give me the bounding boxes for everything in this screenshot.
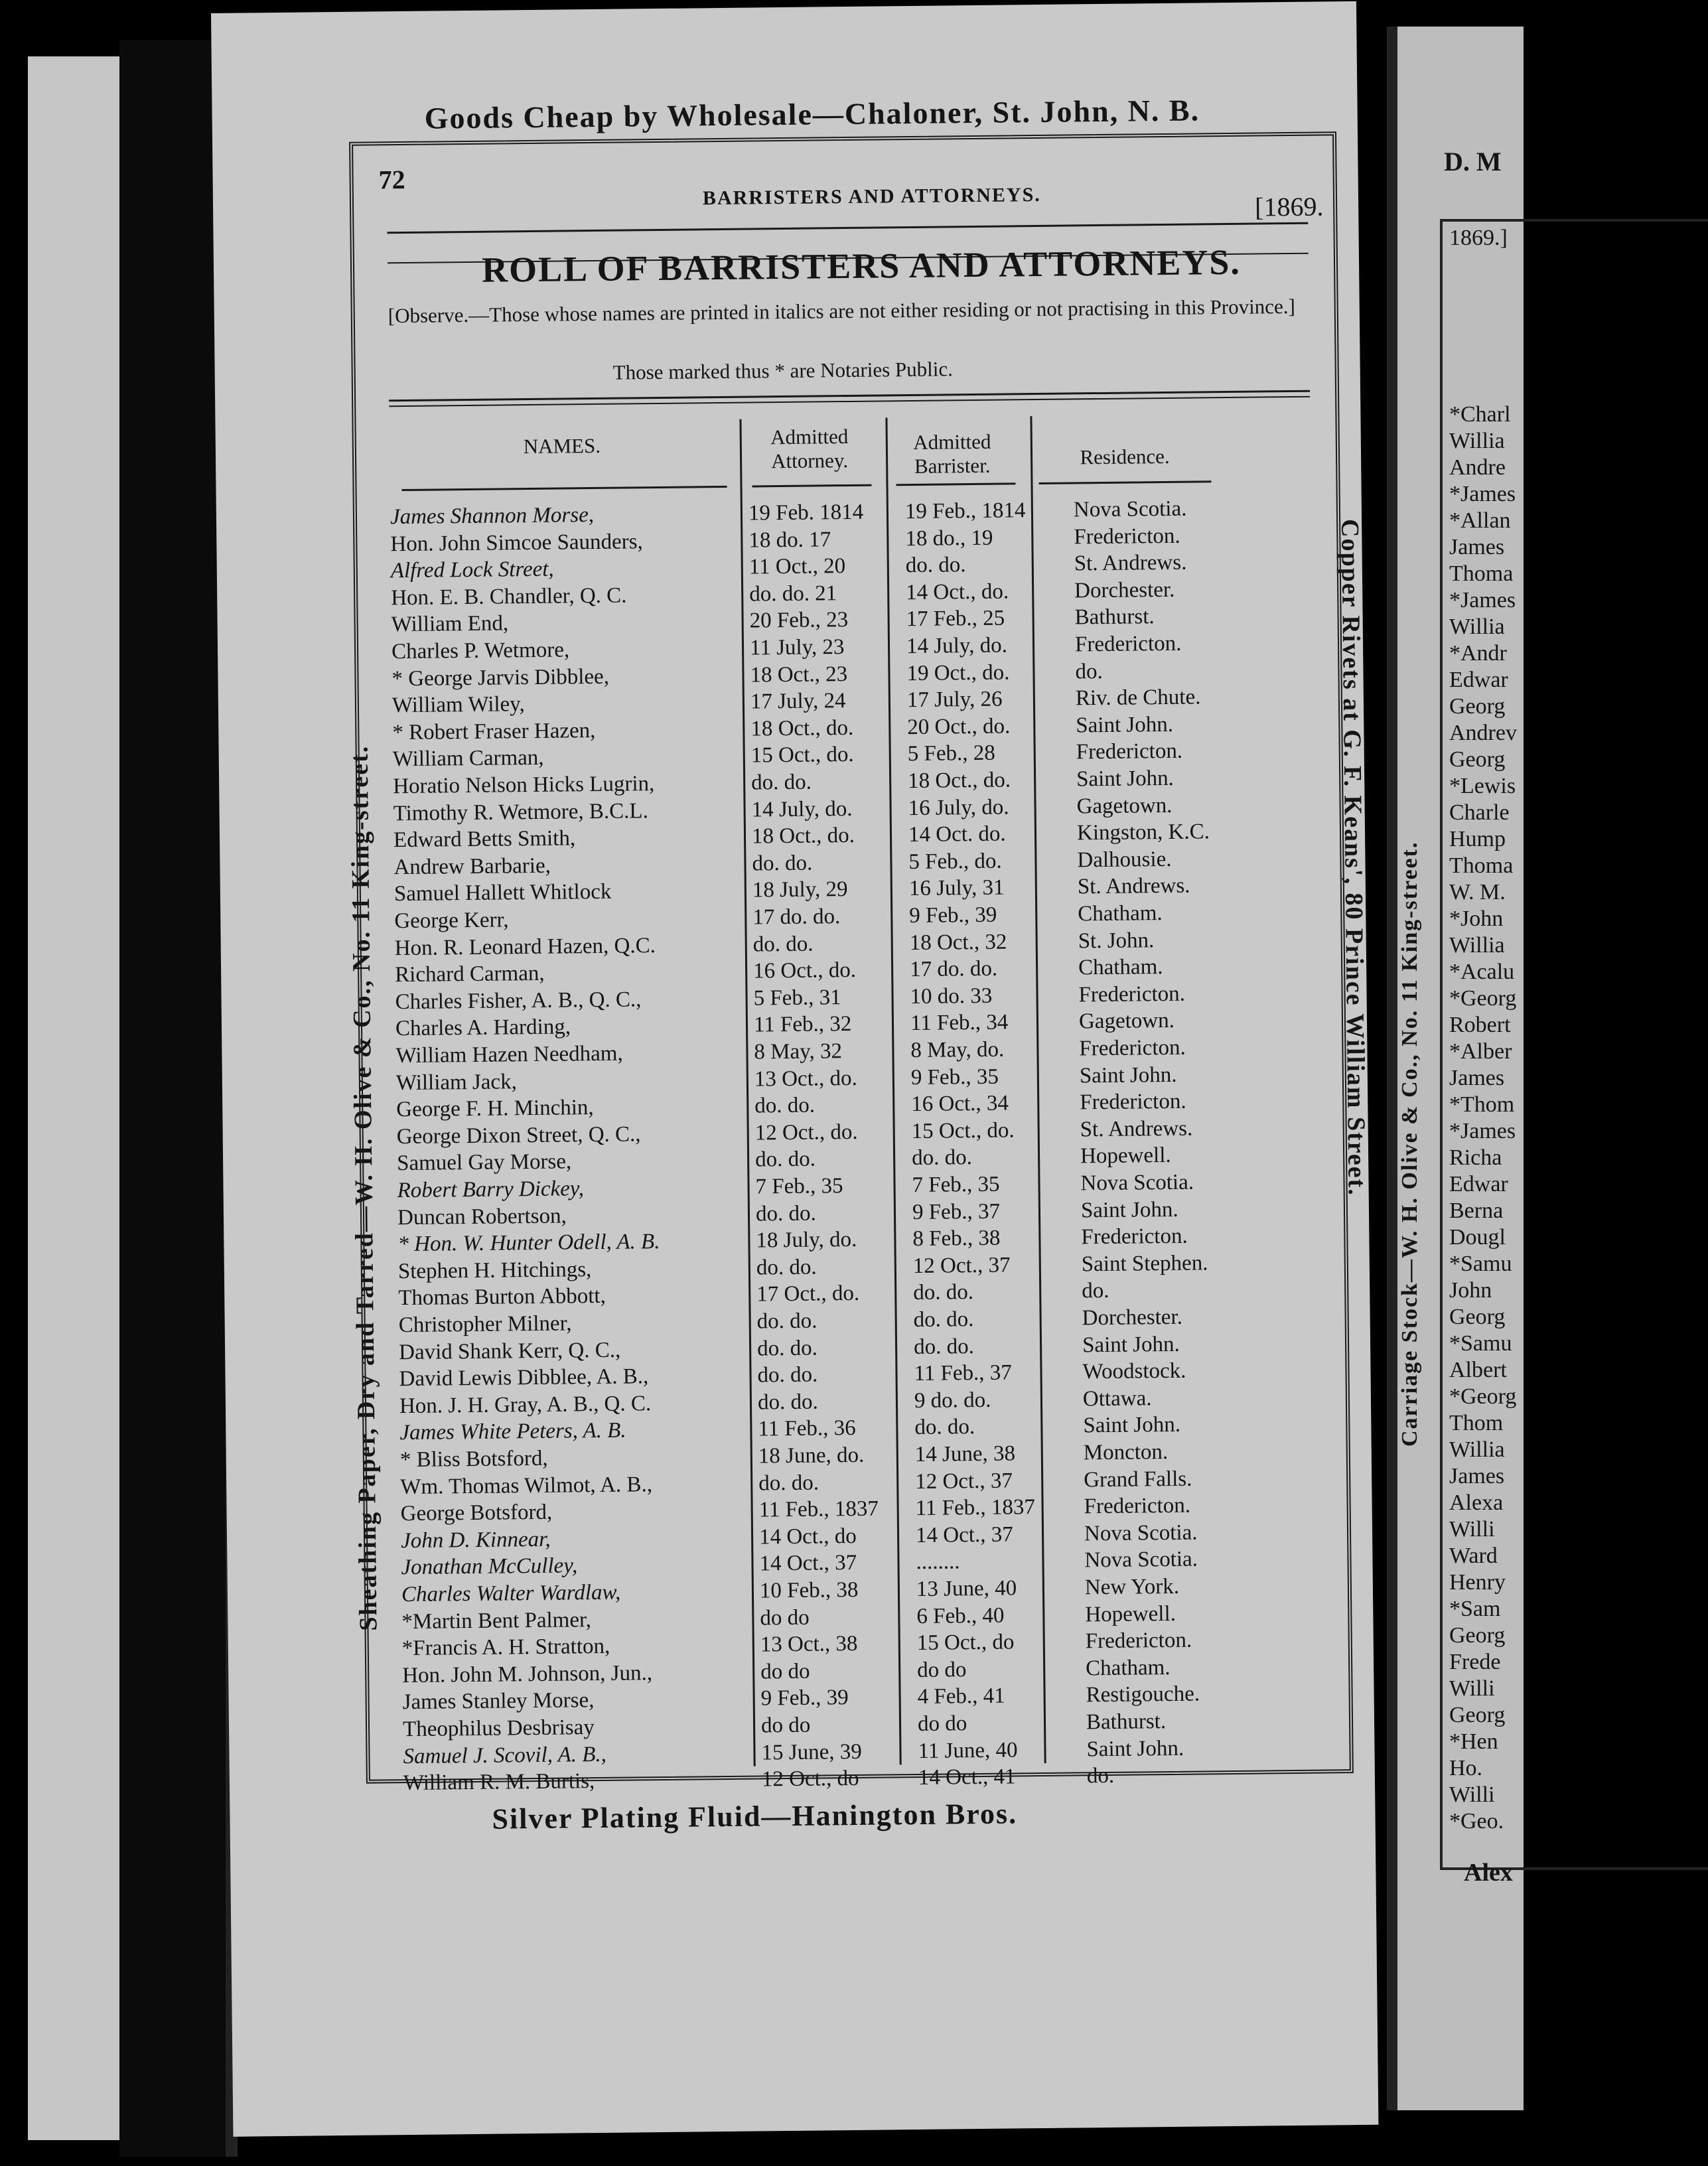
admitted-barrister-date: 14 Oct., 37: [915, 1522, 1013, 1548]
admitted-barrister-date: 11 Feb., 34: [910, 1010, 1009, 1036]
residence: Gagetown.: [1078, 1009, 1175, 1034]
admitted-barrister-date: do do: [917, 1711, 967, 1736]
admitted-barrister-date: 18 Oct., do.: [907, 768, 1011, 794]
admitted-barrister-date: 9 Feb., 39: [909, 902, 997, 928]
admitted-barrister-date: 18 do., 19: [905, 526, 993, 551]
barrister-name: Samuel Hallett Whitlock: [393, 880, 612, 906]
admitted-barrister-date: 17 Feb., 25: [906, 606, 1005, 632]
residence: St. Andrews.: [1080, 1116, 1193, 1142]
barrister-name: William Wiley,: [391, 692, 526, 718]
admitted-attorney-date: 20 Feb., 23: [749, 608, 849, 633]
admitted-barrister-date: 16 July, do.: [908, 795, 1009, 820]
admitted-attorney-date: 11 Feb., 36: [758, 1416, 856, 1441]
facing-page-name: Georg: [1449, 747, 1506, 772]
barrister-name: Charles Walter Wardlaw,: [401, 1580, 621, 1607]
residence: Fredericton.: [1074, 631, 1182, 657]
barrister-name: Wm. Thomas Wilmot, A. B.,: [400, 1472, 653, 1499]
admitted-barrister-date: 17 July, 26: [906, 687, 1003, 713]
barrister-name: Hon. J. H. Gray, A. B., Q. C.: [399, 1391, 652, 1418]
admitted-attorney-date: 7 Feb., 35: [755, 1174, 843, 1199]
facing-page-name: Georg: [1449, 1305, 1506, 1329]
facing-page-name: Georg: [1449, 1623, 1506, 1648]
admitted-barrister-date: 17 do. do.: [909, 956, 998, 982]
admitted-barrister-date: 6 Feb., 40: [916, 1603, 1005, 1628]
facing-page-name: James: [1449, 535, 1505, 559]
admitted-attorney-date: do. do.: [756, 1336, 818, 1361]
notaries-note: Those marked thus * are Notaries Public.: [612, 357, 954, 384]
admitted-barrister-date: 5 Feb., do.: [908, 849, 1002, 874]
facing-page-name: *John: [1449, 906, 1504, 931]
admitted-barrister-date: 11 Feb., 37: [914, 1360, 1012, 1386]
barrister-name: Timothy R. Wetmore, B.C.L.: [393, 798, 649, 826]
admitted-barrister-date: 19 Feb., 1814: [904, 498, 1026, 524]
admitted-barrister-date: 7 Feb., 35: [912, 1172, 1000, 1198]
admitted-attorney-date: 17 Oct., do.: [756, 1281, 860, 1307]
residence: Nova Scotia.: [1080, 1170, 1194, 1196]
residence: Ottawa.: [1082, 1386, 1152, 1411]
facing-page-name: W. M.: [1449, 880, 1506, 904]
admitted-barrister-date: 9 do. do.: [914, 1388, 991, 1413]
admitted-attorney-date: do do: [760, 1605, 810, 1630]
residence: Grand Falls.: [1084, 1467, 1192, 1492]
residence: Nova Scotia.: [1084, 1547, 1198, 1573]
admitted-attorney-date: do do: [760, 1659, 810, 1684]
barrister-name: George Dixon Street, Q. C.,: [396, 1122, 641, 1149]
adjacent-page-strip: [28, 56, 119, 2140]
admitted-barrister-date: do do: [917, 1658, 967, 1682]
top-advertisement: Goods Cheap by Wholesale—Chaloner, St. John, N. B.: [424, 93, 1200, 135]
admitted-barrister-date: 9 Feb., 37: [912, 1199, 1001, 1224]
facing-page-name: Thoma: [1449, 853, 1514, 878]
residence: Hopewell.: [1080, 1143, 1171, 1169]
residence: St. Andrews.: [1077, 874, 1190, 899]
barrister-name: William Hazen Needham,: [395, 1041, 623, 1068]
column-header-admitted-barrister: Admitted Barrister.: [913, 429, 991, 478]
admitted-barrister-date: 9 Feb., 35: [910, 1064, 999, 1090]
admitted-attorney-date: 18 Oct., do.: [751, 824, 855, 849]
admitted-barrister-date: 14 Oct., 41: [918, 1765, 1016, 1790]
residence: Kingston, K.C.: [1076, 820, 1210, 845]
admitted-attorney-date: 14 Oct., 37: [759, 1551, 857, 1576]
admitted-attorney-date: do. do.: [756, 1255, 817, 1280]
admitted-attorney-date: do. do.: [756, 1309, 818, 1334]
admitted-attorney-date: 12 Oct., do: [761, 1767, 859, 1792]
admitted-attorney-date: 5 Feb., 31: [753, 985, 841, 1011]
residence: Saint John.: [1079, 1062, 1177, 1088]
barrister-name: William R. M. Burtis,: [403, 1769, 595, 1796]
residence: do.: [1086, 1764, 1115, 1788]
facing-page-name: Richa: [1449, 1145, 1502, 1170]
page-title: ROLL OF BARRISTERS AND ATTORNEYS.: [481, 242, 1242, 290]
admitted-attorney-date: 11 July, 23: [749, 635, 845, 660]
barrister-name: Charles Fisher, A. B., Q. C.,: [395, 987, 642, 1014]
admitted-attorney-date: 11 Feb., 1837: [758, 1496, 879, 1522]
residence: do.: [1082, 1279, 1109, 1303]
barrister-name: Andrew Barbarie,: [393, 853, 551, 879]
facing-page-name: *Andr: [1449, 641, 1507, 666]
admitted-attorney-date: do do: [760, 1713, 811, 1738]
admitted-attorney-date: 13 Oct., 38: [760, 1632, 858, 1657]
facing-page-name: Hump: [1449, 827, 1506, 851]
admitted-barrister-date: 20 Oct., do.: [907, 714, 1011, 739]
facing-page-name: Berna: [1449, 1198, 1504, 1223]
barrister-name: William Carman,: [392, 746, 544, 772]
barrister-name: George Kerr,: [394, 908, 509, 934]
admitted-attorney-date: do. do.: [757, 1390, 818, 1415]
barrister-name: Alfred Lock Street,: [390, 557, 554, 583]
barrister-name: *Francis A. H. Stratton,: [401, 1634, 610, 1661]
facing-page-name: *Thom: [1449, 1092, 1515, 1117]
residence: Riv. de Chute.: [1075, 685, 1201, 711]
admitted-barrister-date: ........: [916, 1550, 960, 1575]
admitted-barrister-date: do. do.: [911, 1145, 973, 1171]
facing-page-name: James: [1449, 1066, 1505, 1090]
admitted-barrister-date: 5 Feb., 28: [907, 741, 995, 766]
facing-page-name: Andre: [1449, 455, 1506, 480]
residence: Nova Scotia.: [1084, 1520, 1198, 1546]
residence: Hopewell.: [1085, 1601, 1176, 1626]
residence: Fredericton.: [1084, 1493, 1191, 1519]
facing-page-header: D. M: [1444, 147, 1502, 177]
facing-page-footer: Alex: [1464, 1859, 1513, 1887]
barrister-name: Hon. E. B. Chandler, Q. C.: [391, 583, 627, 611]
residence: Fredericton.: [1079, 1035, 1186, 1061]
admitted-attorney-date: 16 Oct., do.: [752, 958, 857, 983]
admitted-attorney-date: 13 Oct., do.: [754, 1066, 857, 1092]
admitted-barrister-date: 14 July, do.: [906, 633, 1008, 659]
facing-page: [1387, 27, 1524, 2110]
directory-page: [211, 1, 1378, 2137]
admitted-attorney-date: do. do.: [754, 1093, 816, 1118]
barrister-name: Hon. John M. Johnson, Jun.,: [402, 1660, 653, 1688]
residence: Bathurst.: [1086, 1709, 1167, 1735]
facing-page-name: *Acalu: [1449, 960, 1515, 984]
admitted-barrister-date: do. do.: [914, 1415, 975, 1440]
admitted-barrister-date: do. do.: [913, 1334, 975, 1359]
admitted-attorney-date: 11 Oct., 20: [748, 554, 846, 579]
barrister-name: * Hon. W. Hunter Odell, A. B.: [397, 1230, 660, 1257]
barrister-name: David Lewis Dibblee, A. B.,: [399, 1364, 649, 1392]
residence: St. John.: [1078, 928, 1155, 953]
barrister-name: William End,: [391, 611, 509, 637]
barrister-name: Hon. John Simcoe Saunders,: [390, 529, 643, 556]
column-header-names: NAMES.: [523, 433, 601, 459]
admitted-attorney-date: 9 Feb., 39: [760, 1686, 849, 1711]
facing-page-name: Alexa: [1449, 1490, 1504, 1515]
facing-page-name: Thoma: [1449, 561, 1514, 586]
residence: Bathurst.: [1074, 605, 1155, 630]
facing-page-name: Georg: [1449, 694, 1506, 719]
residence: Chatham.: [1078, 955, 1163, 980]
facing-page-name: *Georg: [1449, 1384, 1517, 1409]
admitted-barrister-date: 13 June, 40: [916, 1576, 1017, 1601]
admitted-attorney-date: 14 Oct., do: [758, 1524, 857, 1550]
admitted-barrister-date: 8 Feb., 38: [912, 1226, 1001, 1252]
residence: St. Andrews.: [1074, 550, 1187, 576]
facing-page-name: Albert: [1449, 1358, 1507, 1382]
admitted-attorney-date: do. do.: [757, 1362, 818, 1388]
facing-page-name: Charle: [1449, 800, 1510, 825]
barrister-name: Samuel J. Scovil, A. B.,: [403, 1742, 607, 1769]
residence: Woodstock.: [1082, 1358, 1186, 1384]
admitted-barrister-date: 4 Feb., 41: [917, 1684, 1005, 1709]
admitted-attorney-date: 18 July, 29: [752, 877, 848, 902]
facing-page-name: *James: [1449, 1119, 1516, 1143]
admitted-barrister-date: 12 Oct., 37: [915, 1469, 1013, 1494]
facing-page-name: Willi: [1449, 1517, 1495, 1542]
admitted-attorney-date: 11 Feb., 32: [753, 1012, 852, 1037]
facing-page-name: *Geo.: [1449, 1809, 1504, 1834]
residence: Gagetown.: [1076, 793, 1173, 818]
residence: Saint John.: [1080, 1197, 1178, 1222]
residence: Fredericton.: [1074, 524, 1180, 549]
barrister-name: George F. H. Minchin,: [396, 1096, 594, 1122]
facing-page-name: Willia: [1449, 614, 1505, 639]
admitted-attorney-date: do. do.: [752, 932, 814, 957]
facing-page-name: *Sam: [1449, 1597, 1501, 1621]
page-number: 72: [378, 164, 405, 195]
admitted-barrister-date: 12 Oct., 37: [912, 1253, 1011, 1278]
facing-page-name: Georg: [1449, 1703, 1506, 1727]
residence: Saint John.: [1076, 766, 1174, 792]
facing-page-name: *James: [1449, 482, 1516, 506]
facing-page-name: *Alber: [1449, 1039, 1512, 1064]
barrister-name: Richard Carman,: [395, 962, 545, 987]
admitted-attorney-date: 19 Feb. 1814: [748, 500, 864, 526]
residence: Dalhousie.: [1077, 847, 1172, 873]
admitted-attorney-date: 15 June, 39: [761, 1739, 862, 1765]
admitted-barrister-date: do. do.: [913, 1307, 974, 1333]
residence: Saint John.: [1076, 712, 1174, 738]
admitted-attorney-date: 17 do. do.: [752, 904, 841, 930]
column-header-admitted-attorney: Admitted Attorney.: [770, 424, 849, 473]
admitted-attorney-date: do. do.: [750, 770, 812, 795]
residence: Chatham.: [1078, 901, 1163, 926]
residence: Restigouche.: [1086, 1682, 1200, 1707]
facing-page-name: *Allan: [1449, 508, 1511, 533]
facing-page-name: John: [1449, 1278, 1492, 1303]
admitted-barrister-date: 19 Oct., do.: [906, 660, 1010, 686]
barrister-name: Theophilus Desbrisay: [402, 1715, 595, 1742]
facing-page-name: Willia: [1449, 933, 1505, 958]
facing-page-name: Dougl: [1449, 1225, 1506, 1250]
barrister-name: Charles P. Wetmore,: [391, 638, 570, 664]
admitted-attorney-date: 18 Oct., 23: [750, 662, 848, 687]
facing-page-name: Edwar: [1449, 668, 1508, 692]
facing-page-name: Frede: [1449, 1650, 1501, 1674]
facing-page-name: Willia: [1449, 1437, 1505, 1462]
facing-page-name: Henry: [1449, 1570, 1506, 1595]
barrister-name: Hon. R. Leonard Hazen, Q.C.: [394, 933, 656, 960]
residence: Dorchester.: [1082, 1305, 1183, 1331]
facing-page-name: *Lewis: [1449, 774, 1516, 798]
admitted-attorney-date: 14 July, do.: [751, 796, 853, 822]
admitted-barrister-date: 14 June, 38: [914, 1441, 1016, 1467]
barrister-name: David Shank Kerr, Q. C.,: [398, 1338, 621, 1364]
residence: Moncton.: [1083, 1440, 1169, 1465]
barrister-name: James Stanley Morse,: [402, 1688, 595, 1715]
bottom-advertisement: Silver Plating Fluid—Hanington Bros.: [492, 1797, 1018, 1836]
residence: Fredericton.: [1078, 981, 1186, 1007]
admitted-attorney-date: 18 Oct., do.: [750, 715, 854, 741]
facing-page-name: *Samu: [1449, 1331, 1512, 1356]
barrister-name: William Jack,: [395, 1069, 518, 1095]
facing-page-name: *Samu: [1449, 1252, 1512, 1276]
facing-page-name: Ward: [1449, 1544, 1498, 1568]
facing-page-side-ad: Carriage Stock—W. H. Olive & Co., No. 11 King-street.: [1397, 841, 1422, 1447]
column-header-residence: Residence.: [1080, 444, 1170, 469]
facing-page-name: *Charl: [1449, 402, 1511, 427]
facing-page-name: Willia: [1449, 429, 1505, 453]
facing-page-name: Robert: [1449, 1013, 1511, 1037]
admitted-barrister-date: do. do.: [913, 1280, 974, 1305]
page-year: [1869.: [1254, 191, 1324, 222]
facing-page-name-list: [1449, 401, 1517, 1835]
residence: Saint Stephen.: [1081, 1251, 1208, 1277]
barrister-name: Edward Betts Smith,: [393, 826, 576, 853]
barrister-name: James White Peters, A. B.: [399, 1418, 626, 1445]
admitted-attorney-date: do. do.: [758, 1471, 819, 1496]
admitted-barrister-date: do. do.: [905, 553, 966, 578]
facing-page-name: Edwar: [1449, 1172, 1508, 1196]
facing-page-year: 1869.]: [1449, 226, 1508, 250]
admitted-attorney-date: 18 June, do.: [758, 1443, 865, 1469]
barrister-name: Stephen H. Hitchings,: [397, 1257, 592, 1283]
facing-page-name: Ho.: [1449, 1756, 1483, 1780]
residence: Fredericton.: [1081, 1224, 1188, 1250]
observe-note: [Observe.—Those whose names are printed in italics are not either residing or not practising in this Province.]: [388, 294, 1295, 328]
barrister-name: Thomas Burton Abbott,: [398, 1284, 606, 1311]
admitted-barrister-date: 15 Oct., do.: [911, 1118, 1015, 1143]
admitted-barrister-date: 10 do. 33: [910, 983, 993, 1009]
admitted-barrister-date: 16 Oct., 34: [911, 1091, 1009, 1117]
barrister-name: George Botsford,: [400, 1500, 553, 1526]
facing-page-name: *Georg: [1449, 986, 1517, 1011]
residence: Saint John.: [1086, 1736, 1184, 1761]
admitted-barrister-date: 8 May, do.: [910, 1037, 1005, 1063]
admitted-attorney-date: do. do.: [754, 1147, 816, 1172]
barrister-name: Horatio Nelson Hicks Lugrin,: [393, 772, 655, 799]
barrister-name: Duncan Robertson,: [397, 1204, 567, 1230]
facing-page-name: James: [1449, 1464, 1505, 1488]
residence: Nova Scotia.: [1073, 496, 1187, 522]
right-side-advertisement: Copper Rivets at G. F. Keans', 80 Prince William Street.: [1336, 518, 1371, 1197]
admitted-barrister-date: 15 Oct., do: [916, 1630, 1015, 1656]
barrister-name: * Robert Fraser Hazen,: [392, 718, 596, 745]
admitted-attorney-date: do. do. 21: [749, 581, 837, 607]
admitted-attorney-date: do. do.: [752, 851, 813, 876]
admitted-attorney-date: 8 May, 32: [754, 1039, 843, 1064]
admitted-barrister-date: 14 Oct. do.: [908, 822, 1006, 847]
facing-page-name: *Hen: [1449, 1729, 1498, 1754]
admitted-attorney-date: 15 Oct., do.: [750, 743, 854, 768]
admitted-attorney-date: 18 do. 17: [748, 527, 831, 553]
facing-page-name: Thom: [1449, 1411, 1504, 1435]
residence: Fredericton.: [1085, 1628, 1192, 1654]
facing-page-name: Willi: [1449, 1782, 1495, 1807]
barrister-name: Charles A. Harding,: [395, 1015, 571, 1041]
residence: Fredericton.: [1080, 1089, 1186, 1115]
left-side-advertisement: Sheathing Paper, Dry and Tarred—W. H. Olive & Co., No. 11 King-street.: [345, 745, 383, 1631]
admitted-attorney-date: 10 Feb., 38: [759, 1577, 859, 1603]
residence: New York.: [1084, 1574, 1180, 1600]
barrister-name: Jonathan McCulley,: [401, 1553, 578, 1580]
barrister-name: James Shannon Morse,: [390, 503, 595, 530]
barrister-name: * George Jarvis Dibblee,: [391, 664, 610, 691]
admitted-barrister-date: 11 Feb., 1837: [915, 1495, 1036, 1521]
barrister-name: Robert Barry Dickey,: [397, 1177, 585, 1203]
admitted-barrister-date: 16 July, 31: [908, 875, 1005, 901]
residence: Chatham.: [1086, 1655, 1171, 1681]
facing-page-name: Andrev: [1449, 721, 1517, 745]
admitted-attorney-date: 18 July, do.: [756, 1228, 857, 1253]
admitted-barrister-date: 11 June, 40: [918, 1738, 1018, 1763]
barrister-name: * Bliss Botsford,: [399, 1446, 548, 1473]
running-title: BARRISTERS AND ATTORNEYS.: [702, 183, 1041, 210]
barrister-name: *Martin Bent Palmer,: [401, 1607, 592, 1634]
barrister-name: John D. Kinnear,: [400, 1527, 551, 1553]
residence: Fredericton.: [1076, 739, 1183, 764]
admitted-barrister-date: 18 Oct., 32: [909, 930, 1007, 955]
facing-page-name: *James: [1449, 588, 1516, 613]
admitted-attorney-date: 17 July, 24: [750, 689, 846, 714]
barrister-name: Christopher Milner,: [398, 1311, 572, 1338]
barrister-name: Samuel Gay Morse,: [396, 1149, 572, 1176]
residence: Saint John.: [1082, 1332, 1180, 1357]
admitted-attorney-date: 12 Oct., do.: [754, 1119, 858, 1145]
admitted-barrister-date: 14 Oct., do.: [906, 579, 1009, 605]
residence: Dorchester.: [1074, 577, 1175, 603]
residence: Saint John.: [1083, 1413, 1181, 1438]
residence: do.: [1075, 659, 1103, 684]
facing-page-name: Willi: [1449, 1676, 1495, 1701]
admitted-attorney-date: do. do.: [755, 1201, 816, 1226]
